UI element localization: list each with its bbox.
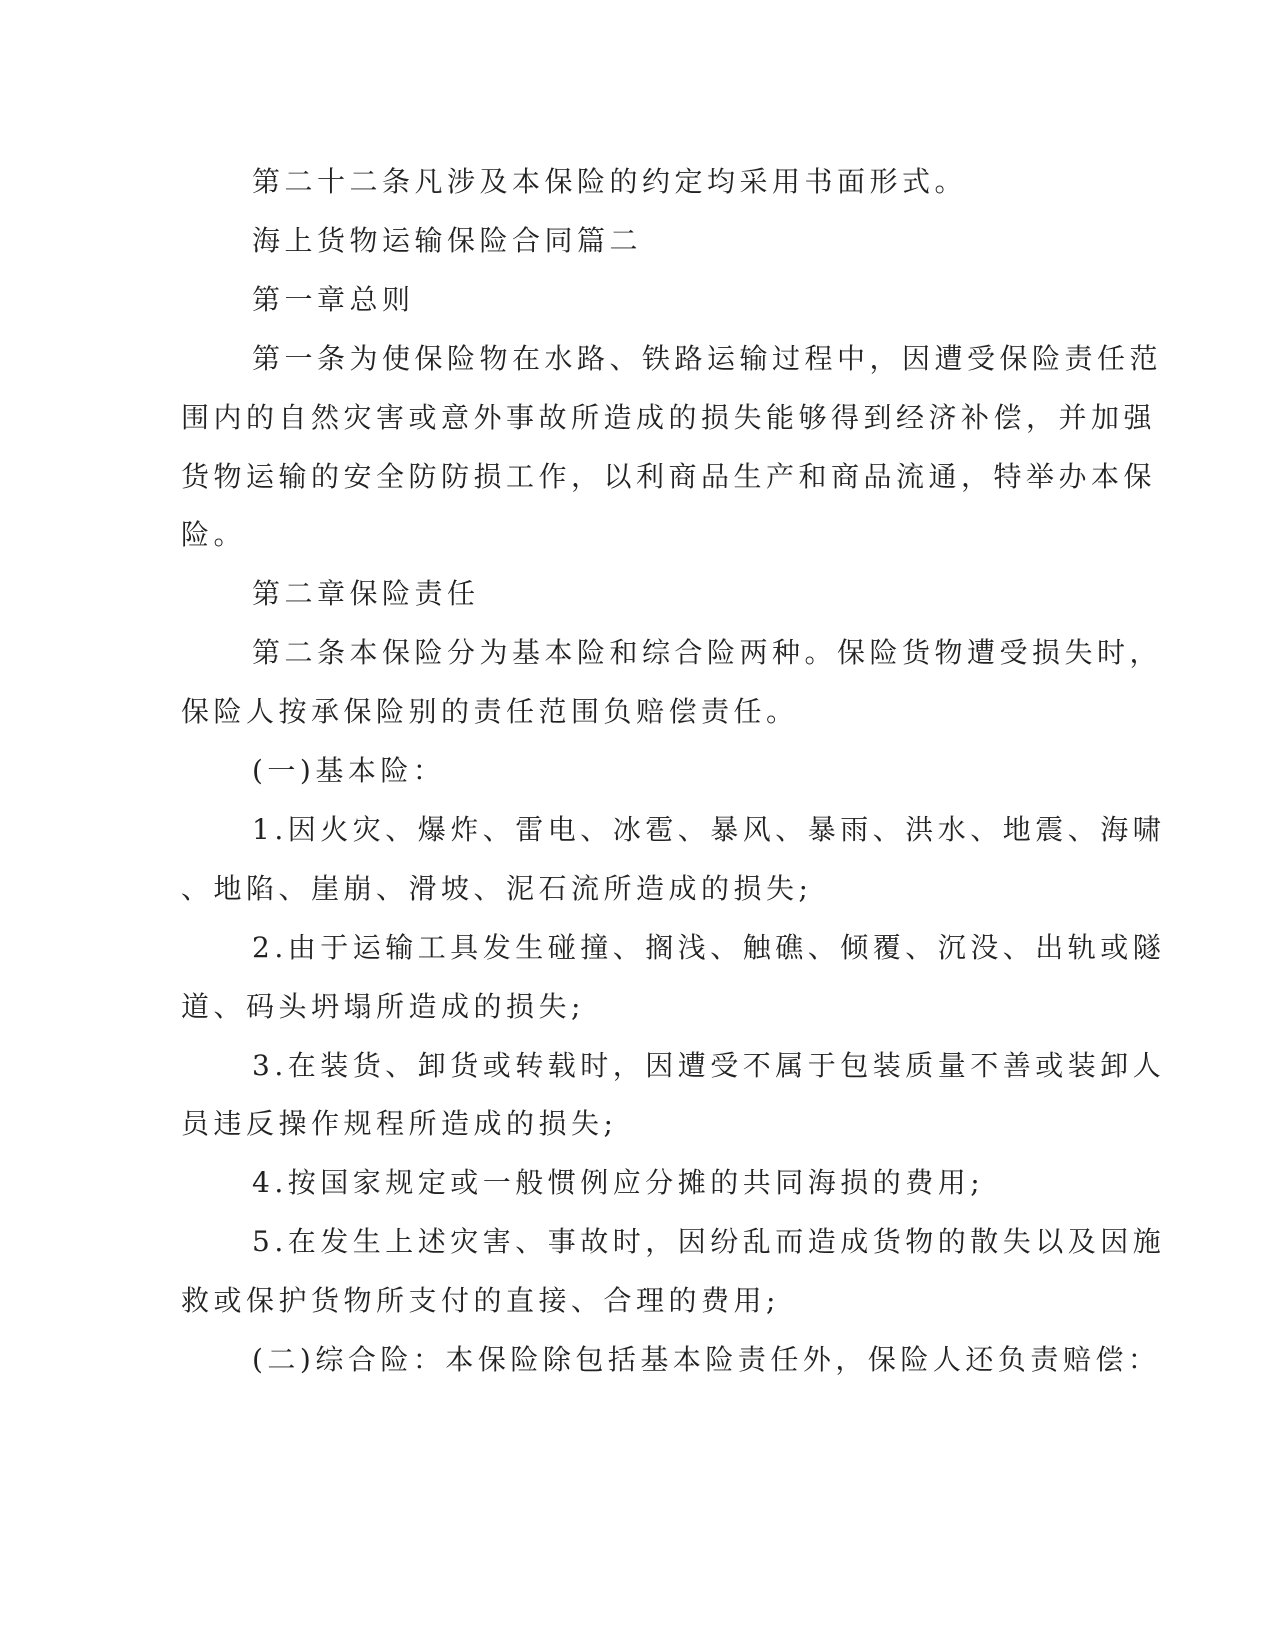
- item-2-line-1: 2.由于运输工具发生碰撞、搁浅、触礁、倾覆、沉没、出轨或隧: [252, 931, 1166, 964]
- article-1-line-4: 险。: [181, 518, 247, 551]
- item-3-line-1: 3.在装货、卸货或转载时，因遭受不属于包装质量不善或装卸人: [252, 1049, 1166, 1082]
- item-3-line-2: 员违反操作规程所造成的损失;: [181, 1107, 618, 1140]
- item-4-line-1: 4.按国家规定或一般惯例应分摊的共同海损的费用;: [252, 1166, 985, 1199]
- chapter-2-heading: 第二章保险责任: [252, 577, 480, 610]
- chapter-1-heading: 第一章总则: [252, 283, 415, 316]
- basic-insurance-heading: (一)基本险：: [252, 754, 446, 787]
- article-2-line-1: 第二条本保险分为基本险和综合险两种。保险货物遭受损失时，: [252, 636, 1163, 669]
- item-5-line-2: 救或保护货物所支付的直接、合理的费用;: [181, 1284, 780, 1317]
- item-5-line-1: 5.在发生上述灾害、事故时，因纷乱而造成货物的散失以及因施: [252, 1225, 1166, 1258]
- article-1-line-3: 货物运输的安全防防损工作，以利商品生产和商品流通，特举办本保: [181, 460, 1157, 493]
- comprehensive-insurance-line: (二)综合险：本保险除包括基本险责任外，保险人还负责赔偿：: [252, 1343, 1161, 1376]
- item-1-line-1: 1.因火灾、爆炸、雷电、冰雹、暴风、暴雨、洪水、地震、海啸: [252, 813, 1166, 846]
- article-2-line-2: 保险人按承保险别的责任范围负赔偿责任。: [181, 695, 799, 728]
- article-1-line-2: 围内的自然灾害或意外事故所造成的损失能够得到经济补偿，并加强: [181, 401, 1157, 434]
- item-2-line-2: 道、码头坍塌所造成的损失;: [181, 990, 585, 1023]
- article-1-line-1: 第一条为使保险物在水路、铁路运输过程中，因遭受保险责任范: [252, 342, 1163, 375]
- article-22-text: 第二十二条凡涉及本保险的约定均采用书面形式。: [252, 165, 968, 198]
- contract-title: 海上货物运输保险合同篇二: [252, 224, 643, 257]
- item-1-line-2: 、地陷、崖崩、滑坡、泥石流所造成的损失;: [181, 872, 813, 905]
